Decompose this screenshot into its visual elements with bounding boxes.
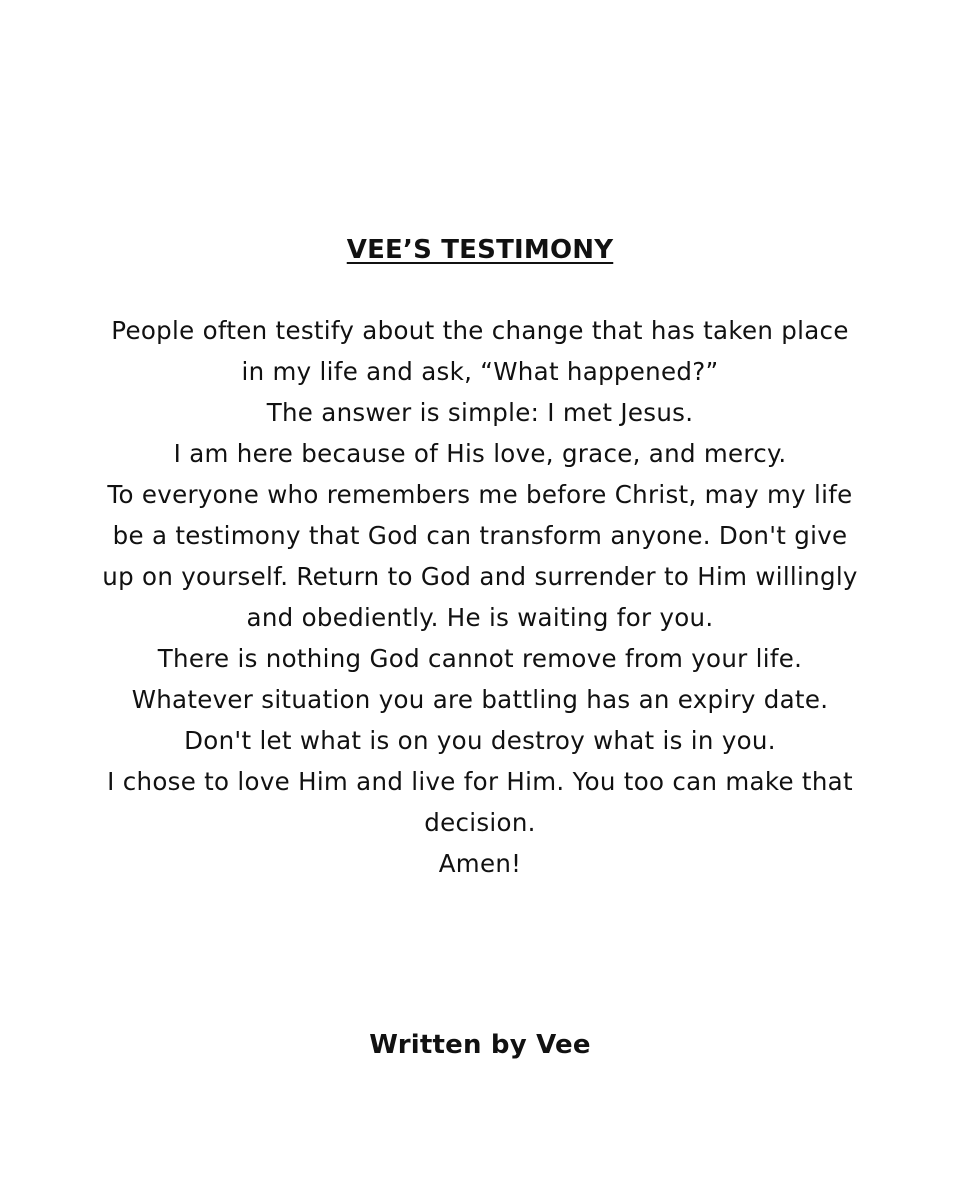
page-title: VEE’S TESTIMONY (346, 235, 614, 265)
body-line: I am here because of His love, grace, and mercy. (173, 439, 787, 468)
testimony-body (70, 310, 890, 884)
body-line: be a testimony that God can transform anyone. Don't give (112, 521, 848, 550)
body-line: and obediently. He is waiting for you. (246, 603, 714, 632)
body-line: There is nothing God cannot remove from your life. (157, 644, 803, 673)
body-line: Whatever situation you are battling has an expiry date. (131, 685, 829, 714)
body-line: The answer is simple: I met Jesus. (266, 398, 694, 427)
body-line: I chose to love Him and live for Him. You too can make that (107, 767, 853, 796)
body-line: in my life and ask, “What happened?” (241, 357, 719, 386)
body-line: People often testify about the change that has taken place (111, 316, 849, 345)
body-line: To everyone who remembers me before Christ, may my life (107, 480, 853, 509)
body-line: up on yourself. Return to God and surrender to Him willingly (102, 562, 858, 591)
body-line: Don't let what is on you destroy what is in you. (184, 726, 776, 755)
body-line: Amen! (438, 849, 522, 878)
body-line: decision. (424, 808, 536, 837)
author-signature: Written by Vee (369, 1030, 591, 1060)
